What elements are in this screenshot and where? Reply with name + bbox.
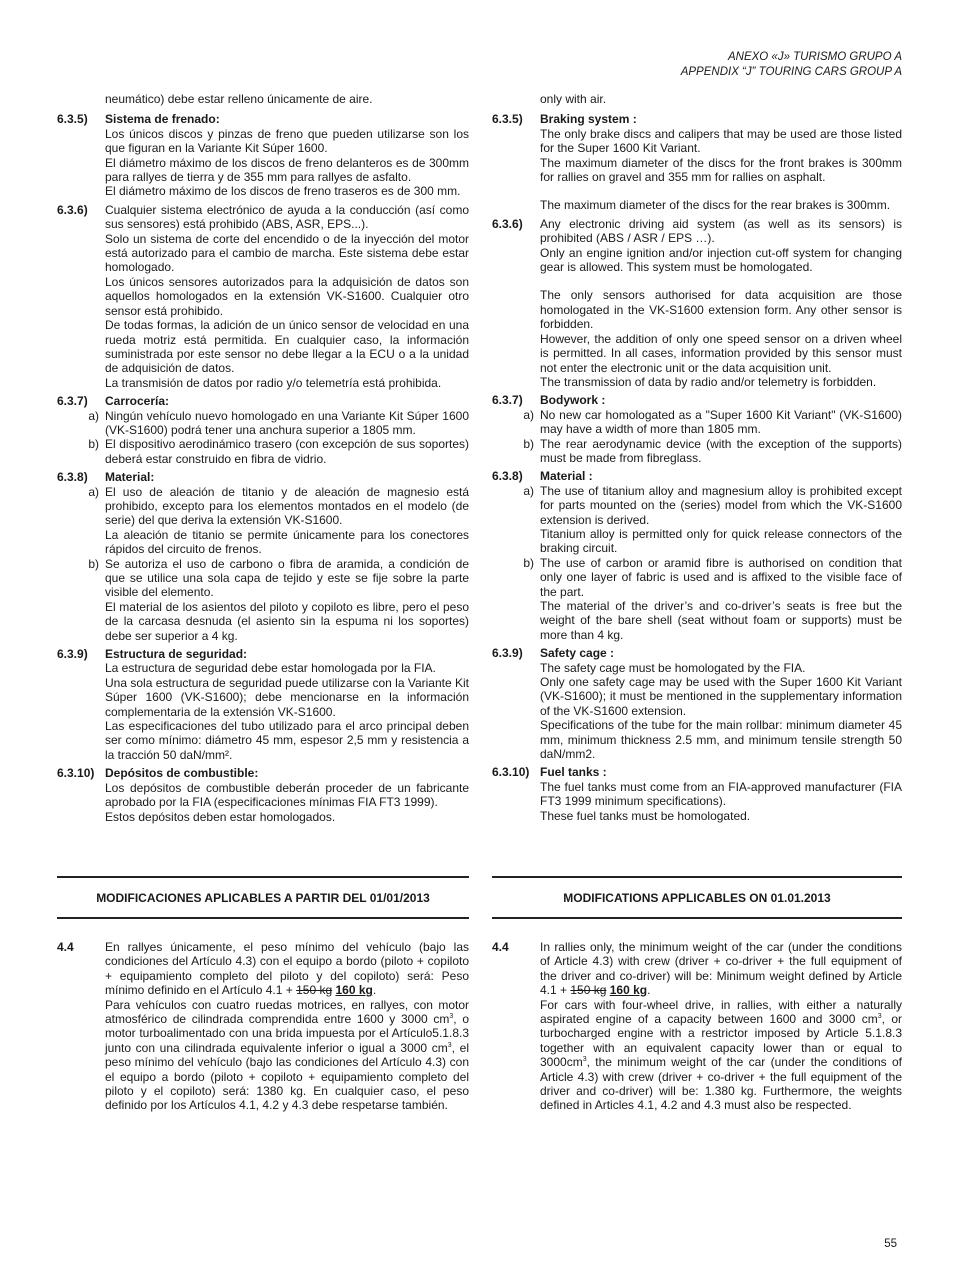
section-title: Braking system : — [540, 112, 637, 127]
section-6-3-7 — [492, 393, 902, 465]
section-6-3-10 — [492, 765, 902, 823]
section-6-3-8 — [57, 470, 469, 643]
paragraph: Los únicos sensores autorizados para la adquisición de datos son aquellos homologados en la extensión VK-S1600. Cualquier otro sensor está prohibido. — [105, 274, 469, 318]
section-number: 6.3.7) — [57, 394, 88, 409]
item-letter: b) — [88, 556, 99, 571]
section-title: Carrocería: — [105, 394, 170, 409]
section-number: 4.4 — [57, 940, 74, 954]
item-text: La aleación de titanio se permite únicamente para los conectores rápidos del circuito de frenos. — [105, 527, 469, 557]
section-number: 6.3.5) — [57, 112, 88, 127]
section-title: Safety cage : — [540, 646, 615, 661]
item-letter: a) — [88, 484, 99, 499]
section-number: 6.3.8) — [57, 470, 88, 485]
section-number: 6.3.9) — [57, 647, 88, 662]
text: . — [372, 983, 377, 998]
page-number: 55 — [884, 1238, 897, 1250]
item-text: El dispositivo aerodinámico trasero (con excepción de sus soportes) deberá estar construido en fibra de vidrio. — [105, 437, 469, 466]
paragraph: Specifications of the tube for the main rollbar: minimum diameter 45 mm, minimum thickness 2.5 mm, and minimum tensile strength 50 daN/mm2. — [540, 718, 902, 762]
paragraph: De todas formas, la adición de un único sensor de velocidad en una rueda motriz está permitida. En cualquier caso, la información suministrada por este sensor no debe llegar a la ECU o a la unidad de adquisición de datos. — [105, 318, 469, 376]
paragraph: Cualquier sistema electrónico de ayuda a la conducción (así como sus sensores) está prohibido (ABS, ASR, EPS...). — [105, 202, 469, 232]
paragraph: La transmisión de datos por radio y/o telemetría está prohibida. — [105, 375, 442, 390]
modifications-header-es — [57, 876, 469, 919]
section-6-3-6 — [57, 203, 469, 390]
paragraph — [105, 940, 469, 998]
paragraph: The only brake discs and calipers that may be used are those listed for the Super 1600 Kit Variant. — [540, 126, 902, 156]
section-title: Sistema de frenado: — [105, 112, 220, 127]
modifications-title: MODIFICATIONS APPLICABLES ON 01.01.2013 — [563, 891, 831, 905]
section-title: Material : — [540, 469, 593, 484]
section-6-3-5 — [57, 112, 469, 198]
list-item — [88, 408, 469, 438]
list-item — [523, 555, 902, 642]
section-number: 6.3.5) — [492, 112, 523, 127]
item-letter: a) — [88, 408, 99, 423]
section-6-3-6 — [492, 217, 902, 389]
superscript: 3 — [582, 1056, 587, 1064]
section-title: Bodywork : — [540, 393, 606, 408]
paragraph: These fuel tanks must be homologated. — [540, 808, 751, 823]
modification-4-4-en — [492, 940, 902, 1117]
item-letter: b) — [523, 555, 534, 570]
page-header — [681, 50, 902, 80]
paragraph — [540, 940, 902, 998]
paragraph: Los depósitos de combustible deberán proceder de un fabricante aprobado por la FIA (especificaciones mínimas FIA FT3 1999). — [105, 780, 469, 810]
header-line-1: ANEXO «J» TURISMO GRUPO A — [727, 51, 902, 63]
section-title: Depósitos de combustible: — [105, 766, 259, 781]
section-6-3-5 — [492, 112, 902, 212]
text: , el peso mínimo del vehículo (bajo las condiciones del Artículo 4.3) con el equipo a bordo (piloto + copiloto + equipamiento completo del piloto y el copiloto) será: 1380 kg. En cualquier caso, el peso definido por los Artículos 4.1, 4.2 y 4.3 debe respetarse también. — [105, 1040, 469, 1113]
paragraph: Any electronic driving aid system (as well as its sensors) is prohibited (ABS / ASR / EPS …). — [540, 216, 902, 246]
paragraph: The fuel tanks must come from an FIA-approved manufacturer (FIA FT3 1999 minimum specifications). — [540, 779, 902, 809]
text: In rallies only, the minimum weight of the car (under the conditions of Article 4.3) with crew (driver + co-driver + the full equipment of the driver and co-driver) will be: Minimum weight defined by Article 4.1 + — [540, 940, 902, 998]
section-title: Estructura de seguridad: — [105, 647, 248, 662]
list-item — [88, 437, 469, 466]
paragraph: However, the addition of only one speed sensor on a driven wheel is permitted. In all cases, information provided by this sensor must not enter the electronic unit or the data acquisition unit. — [540, 331, 902, 375]
continuation-text: only with air. — [540, 92, 607, 106]
list-item — [523, 436, 902, 466]
paragraph: The only sensors authorised for data acquisition are those homologated in the VK-S1600 extension form. Any other sensor is forbidden. — [540, 288, 902, 332]
item-letter: b) — [88, 437, 99, 452]
superscript: 3 — [877, 1013, 882, 1021]
section-number: 6.3.9) — [492, 646, 523, 661]
paragraph: Only one safety cage may be used with the Super 1600 Kit Variant (VK-S1600); it must be mentioned in the supplementary information of the VK-S1600 extension. — [540, 675, 902, 718]
old-weight: 150 kg — [570, 983, 607, 998]
text: , the minimum weight of the car (under the conditions of Article 4.3) with crew (driver + co-driver + the full equipment of the driver and co-driver) will be: 1.380 kg. Furthermore, the weights defined in Articles 4.1, 4.2 and 4.3 must also be respected. — [540, 1055, 902, 1113]
item-text: El uso de aleación de titanio y de aleación de magnesio está prohibido, excepto para los elementos montados en el modelo (de serie) del que deriva la extensión VK-S1600. — [105, 484, 469, 528]
paragraph: Los únicos discos y pinzas de freno que pueden utilizarse son los que figuran en la Variante Kit Súper 1600. — [105, 126, 469, 156]
list-item — [88, 484, 469, 557]
text: , or turbocharged engine with a restrictor imposed by Article 5.1.8.3 together with an equivalent capacity lower than or equal to 3000cm — [540, 1012, 902, 1070]
text: , o motor turboalimentado con una brida impuesta por el Artículo5.1.8.3 junto con una cilindrada equivalente inferior o igual a 3000 cm — [105, 1012, 469, 1055]
section-number: 6.3.8) — [492, 469, 523, 484]
section-number: 6.3.6) — [492, 216, 523, 231]
item-text: El material de los asientos del piloto y copiloto es libre, pero el peso de la carcasa desnuda (el asiento sin la espuma ni los soportes) debe ser superior a 4 kg. — [105, 599, 469, 643]
paragraph — [540, 998, 902, 1113]
section-number: 4.4 — [492, 940, 509, 954]
item-letter: b) — [523, 436, 534, 451]
old-weight: 150 kg — [296, 983, 333, 998]
list-item — [523, 407, 902, 437]
item-text: The use of carbon or aramid fibre is authorised on condition that only one layer of fabric is used and is affixed to the visible face of the part. — [540, 555, 902, 599]
item-text: The material of the driver’s and co-driver’s seats is free but the weight of the bare shell (seat without foam or supports) must be more than 4 kg. — [540, 599, 902, 642]
item-text: No new car homologated as a "Super 1600 Kit Variant" (VK-S1600) may have a width of more than 1805 mm. — [540, 407, 902, 437]
item-text: The rear aerodynamic device (with the exception of the supports) must be made from fibreglass. — [540, 436, 902, 465]
paragraph: El diámetro máximo de los discos de freno traseros es de 300 mm. — [105, 184, 461, 199]
superscript: 3 — [447, 1041, 452, 1049]
modification-4-4-es — [57, 940, 469, 1117]
section-number: 6.3.7) — [492, 393, 523, 408]
divider — [57, 917, 469, 919]
section-number: 6.3.10) — [57, 766, 95, 781]
continuation-text: neumático) debe estar relleno únicamente de aire. — [105, 92, 373, 106]
new-weight: 160 kg — [609, 983, 648, 998]
item-text: Ningún vehículo nuevo homologado en una Variante Kit Súper 1600 (VK-S1600) podrá tener una anchura superior a 1805 mm. — [105, 408, 469, 437]
section-6-3-8 — [492, 469, 902, 642]
paragraph: Una sola estructura de seguridad puede utilizarse con la Variante Kit Súper 1600 (VK-S1600); debe mencionarse en la información complementaria de la extensión VK-S1600. — [105, 675, 469, 719]
english-column — [492, 92, 902, 827]
section-6-3-10 — [57, 766, 469, 824]
paragraph: The transmission of data by radio and/or telemetry is forbidden. — [540, 374, 877, 389]
text: . — [647, 983, 651, 998]
item-letter: a) — [523, 407, 534, 422]
paragraph: Las especificaciones del tubo utilizado para el arco principal deben ser como mínimo: diámetro 45 mm, espesor 2,5 mm y resistencia a la tracción 50 daN/mm². — [105, 719, 469, 762]
list-item — [88, 556, 469, 643]
text: En rallyes únicamente, el peso mínimo del vehículo (bajo las condiciones del Artículo 4.3) con el equipo a bordo (piloto + copiloto + equipamiento completo del piloto y del copiloto) será: Peso mínimo definido en el Artículo 4.1 + — [105, 940, 469, 998]
superscript: 3 — [449, 1013, 454, 1021]
divider — [492, 917, 902, 919]
header-line-2: APPENDIX “J” TOURING CARS GROUP A — [680, 66, 902, 78]
item-text: The use of titanium alloy and magnesium alloy is prohibited except for parts mounted on the (series) model from which the VK-S1600 extension is derived. — [540, 483, 902, 527]
section-title: Material: — [105, 470, 155, 485]
text: For cars with four-wheel drive, in rallies, with either a naturally aspirated engine of a capacity between 1600 and 3000 cm — [540, 997, 902, 1027]
paragraph: Only an engine ignition and/or injection cut-off system for changing gear is allowed. This system must be homologated. — [540, 245, 902, 275]
section-6-3-9 — [492, 646, 902, 761]
paragraph: El diámetro máximo de los discos de freno delanteros es de 300mm para rallyes de tierra y de 355 mm para rallyes de asfalto. — [105, 155, 469, 185]
paragraph: Solo un sistema de corte del encendido o de la inyección del motor está autorizado para el cambio de marcha. Este sistema debe estar homologado. — [105, 231, 469, 275]
modifications-header-en — [492, 876, 902, 919]
section-6-3-7 — [57, 394, 469, 466]
paragraph: The safety cage must be homologated by the FIA. — [540, 660, 806, 675]
section-6-3-9 — [57, 647, 469, 762]
list-item — [523, 483, 902, 556]
section-title: Fuel tanks : — [540, 765, 607, 780]
paragraph: The maximum diameter of the discs for the rear brakes is 300mm. — [540, 198, 891, 213]
paragraph: The maximum diameter of the discs for the front brakes is 300mm for rallies on gravel and 355 mm for rallies on asphalt. — [540, 155, 902, 185]
section-number: 6.3.6) — [57, 202, 88, 217]
section-number: 6.3.10) — [492, 765, 530, 780]
text: Para vehículos con cuatro ruedas motrices, en rallyes, con motor atmosférico de cilindrada comprendida entre 1600 y 3000 cm — [105, 997, 469, 1027]
paragraph: Estos depósitos deben estar homologados. — [105, 809, 336, 824]
spanish-column — [57, 92, 469, 828]
new-weight: 160 kg — [335, 983, 373, 998]
item-letter: a) — [523, 483, 534, 498]
modifications-title: MODIFICACIONES APLICABLES A PARTIR DEL 01/01/2013 — [96, 891, 430, 905]
item-text: Titanium alloy is permitted only for quick release connectors of the braking circuit. — [540, 526, 902, 556]
item-text: Se autoriza el uso de carbono o fibra de aramida, a condición de que se utilice una sola capa de tejido y este se fije sobre la parte visible del elemento. — [105, 556, 469, 600]
paragraph — [105, 998, 469, 1113]
paragraph: La estructura de seguridad debe estar homologada por la FIA. — [105, 661, 436, 676]
